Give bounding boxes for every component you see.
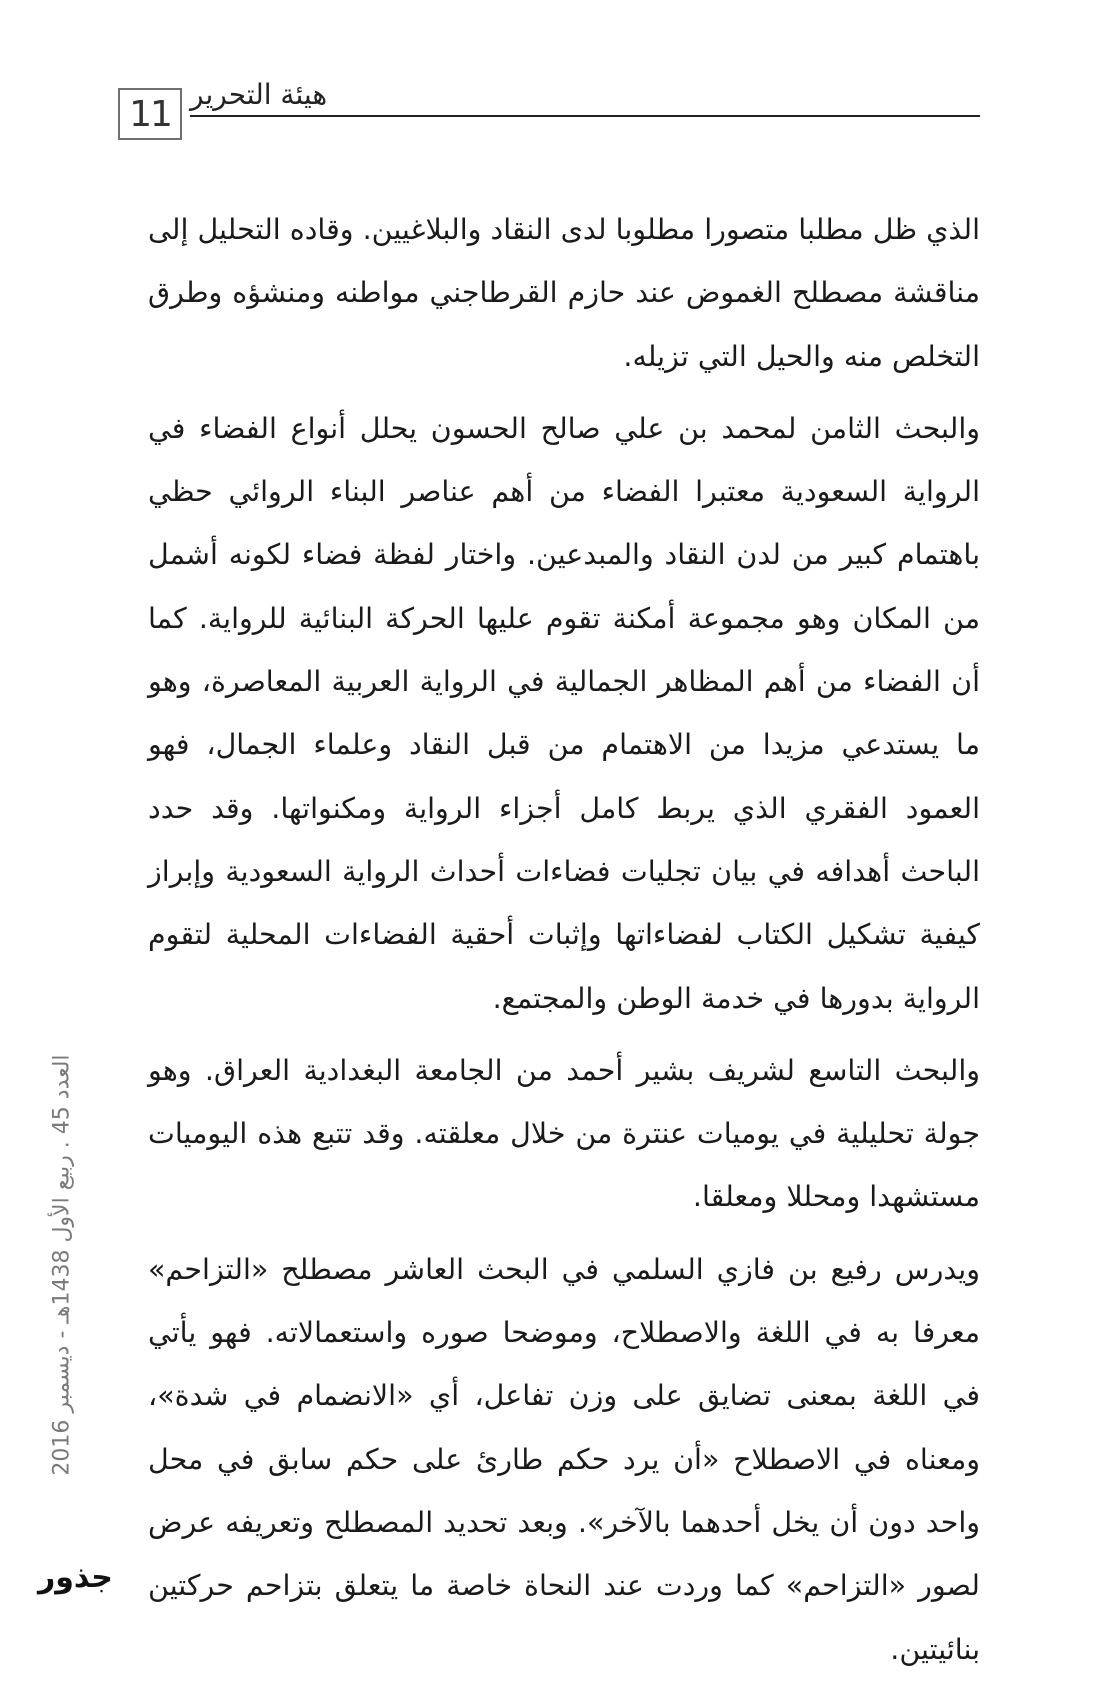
paragraph-1: الذي ظل مطلبا متصورا مطلوبا لدى النقاد والبلاغيين. وقاده التحليل إلى مناقشة مصطلح الغموض عند حازم القرطاجني مواطنه ومنشؤه وطرق التخلص منه والحيل التي تزيله.	[148, 213, 980, 373]
header-divider	[190, 115, 980, 117]
article-body	[148, 198, 980, 1690]
issue-info-text: العدد 45 . ربيع الأول 1438هـ - ديسمبر 2016	[49, 1054, 75, 1476]
journal-logo-text: جذور	[38, 1560, 113, 1595]
page-number: 11	[118, 88, 182, 140]
paragraph-3: والبحث التاسع لشريف بشير أحمد من الجامعة البغدادية العراق. وهو جولة تحليلية في يوميات عنترة من خلال معلقته. وقد تتبع هذه اليوميات مستشهدا ومحللا ومعلقا.	[148, 1053, 980, 1214]
page-header	[118, 78, 980, 144]
section-title: هيئة التحرير	[190, 78, 328, 111]
journal-logo	[38, 1560, 120, 1612]
paragraph-2: والبحث الثامن لمحمد بن علي صالح الحسون يحلل أنواع الفضاء في الرواية السعودية معتبرا الفضاء من أهم عناصر البناء الروائي حظي باهتمام كبير من لدن النقاد والمبدعين. واختار لفظة فضاء لكونه أشمل من المكان وهو مجموعة أمكنة تقوم عليها الحركة البنائية للرواية. كما أن الفضاء من أهم المظاهر الجمالية في الرواية العربية المعاصرة، وهو ما يستدعي مزيدا من الاهتمام من قبل النقاد وعلماء الجمال، فهو العمود الفقري الذي يربط كامل أجزاء الرواية ومكنواتها. وقد حدد الباحث أهدافه في بيان تجليات فضاءات أحداث الرواية السعودية وإبراز كيفية تشكيل الكتاب لفضاءاتها وإثبات أحقية الفضاءات المحلية لتقوم الرواية بدورها في خدمة الوطن والمجتمع.	[148, 411, 980, 1015]
paragraph-4: ويدرس رفيع بن فازي السلمي في البحث العاشر مصطلح «التزاحم» معرفا به في اللغة والاصطلاح، وموضحا صوره واستعمالاته. فهو يأتي في اللغة بمعنى تضايق على وزن تفاعل، أي «الانضمام في شدة»، ومعناه في الاصطلاح «أن يرد حكم طارئ على حكم سابق في محل واحد دون أن يخل أحدهما بالآخر». وبعد تحديد المصطلح وتعريفه عرض لصور «التزاحم» كما وردت عند النحاة خاصة ما يتعلق بتزاحم حركتين بنائيتين.	[148, 1252, 980, 1666]
